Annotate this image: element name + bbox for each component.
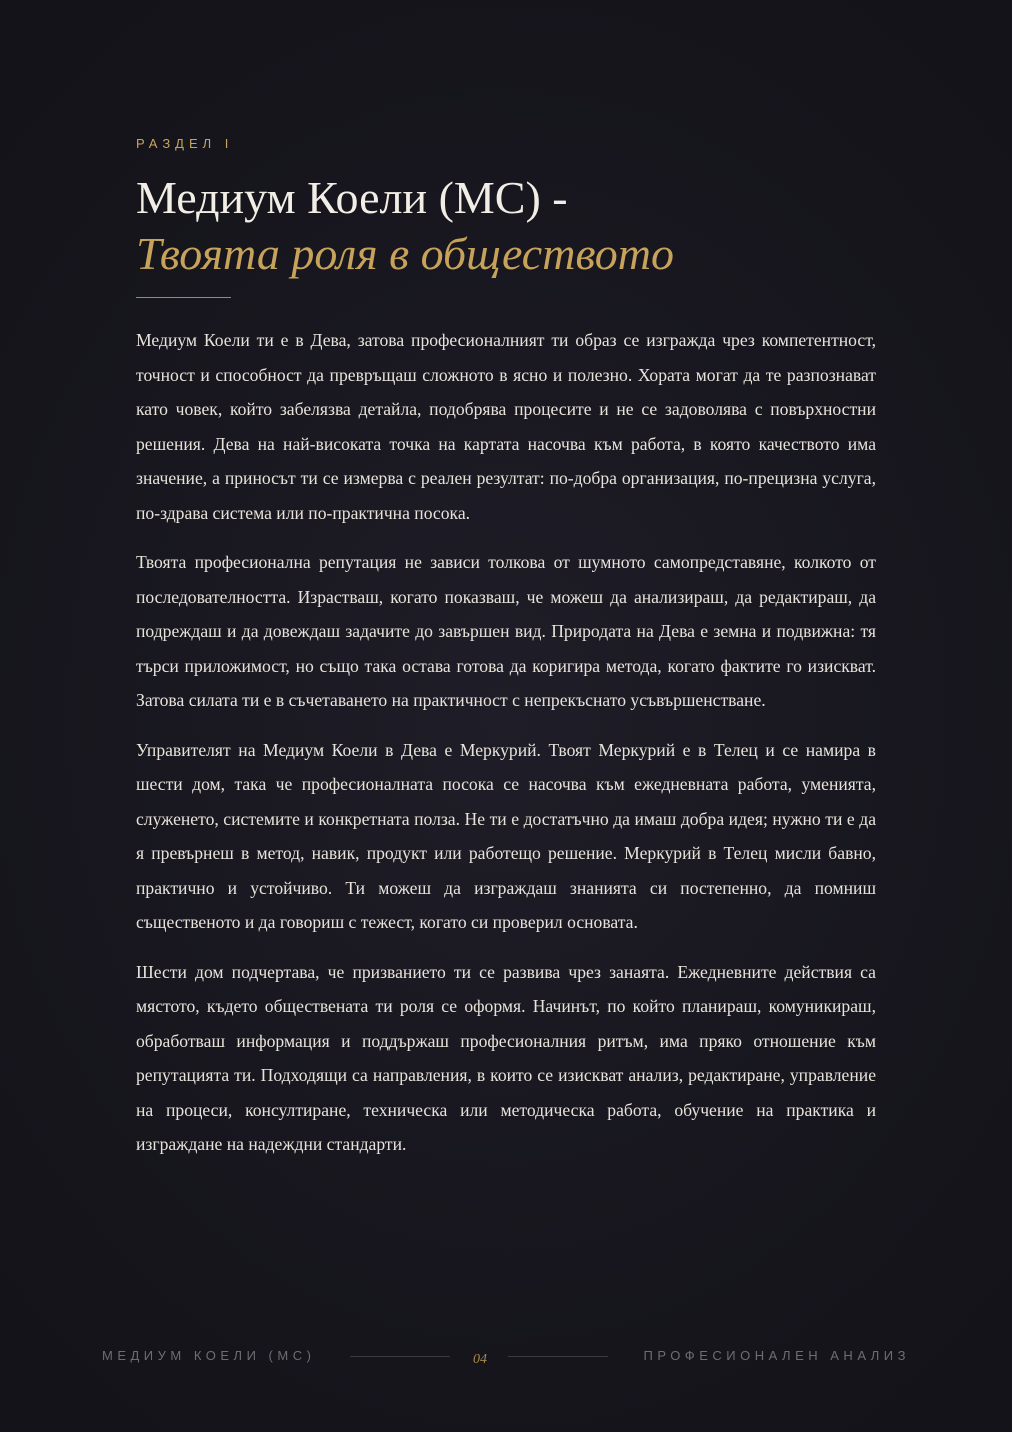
paragraph-3: Управителят на Медиум Коели в Дева е Меркурий. Твоят Меркурий е в Телец и се намира в шести дом, така че професионалната посока се насочва към ежедневната работа, уменията, служенето, системите и конкретната полза. Не ти е достатъчно да имаш добра идея; нужно ти е да я превърнеш в метод, навик, продукт или работещо решение. Меркурий в Телец мисли бавно, практично и устойчиво. Ти можеш да изграждаш знанията си постепенно, да помниш същественото и да говориш с тежест, когато си проверил основата. xyxy=(136,739,876,932)
section-label: РАЗДЕЛ I xyxy=(136,136,234,151)
footer-divider-right xyxy=(508,1356,608,1357)
footer-right-label: ПРОФЕСИОНАЛЕН АНАЛИЗ xyxy=(643,1348,910,1363)
title-divider xyxy=(136,297,231,298)
footer-left-label: МЕДИУМ КОЕЛИ (MC) xyxy=(102,1348,316,1363)
page-footer xyxy=(102,1346,910,1366)
title-line-2: Твоята роля в обществото xyxy=(136,228,675,279)
title-line-1: Медиум Коели (MC) - xyxy=(136,172,568,223)
page-number: 04 xyxy=(473,1352,487,1367)
paragraph-1: Медиум Коели ти е в Дева, затова професионалният ти образ се изгражда чрез компетентност, точност и способност да превръщаш сложното в ясно и полезно. Хората могат да те разпознават като човек, който забелязва детайла, подобрява процесите и не се задоволява с повърхностни решения. Дева на най-високата точка на картата насочва към работа, в която качеството има значение, а приносът ти се измерва с реален резултат: по-добра организация, по-прецизна услуга, по-здрава система или по-практична посока. xyxy=(136,330,876,523)
page-title xyxy=(136,170,896,282)
paragraph-2: Твоята професионална репутация не зависи толкова от шумното самопредставяне, колкото от последователността. Израстваш, когато показваш, че можеш да анализираш, да редактираш, да подреждаш и да довеждаш задачите до завършен вид. Природата на Дева е земна и подвижна: тя търси приложимост, но също така остава готова да коригира метода, когато фактите го изискват. Затова силата ти е в съчетаването на практичност с непрекъснато усъвършенстване. xyxy=(136,552,876,710)
footer-divider-left xyxy=(350,1356,450,1357)
body-text xyxy=(136,323,876,1177)
paragraph-4: Шести дом подчертава, че призванието ти се развива чрез занаята. Ежедневните действия са мястото, където обществената ти роля се оформя. Начинът, по който планираш, комуникираш, обработваш информация и поддържаш професионалния ритъм, има пряко отношение към репутацията ти. Подходящи са направления, в които се изискват анализ, редактиране, управление на процеси, консултиране, техническа или методическа работа, обучение на практика и изграждане на надеждни стандарти. xyxy=(136,961,876,1154)
